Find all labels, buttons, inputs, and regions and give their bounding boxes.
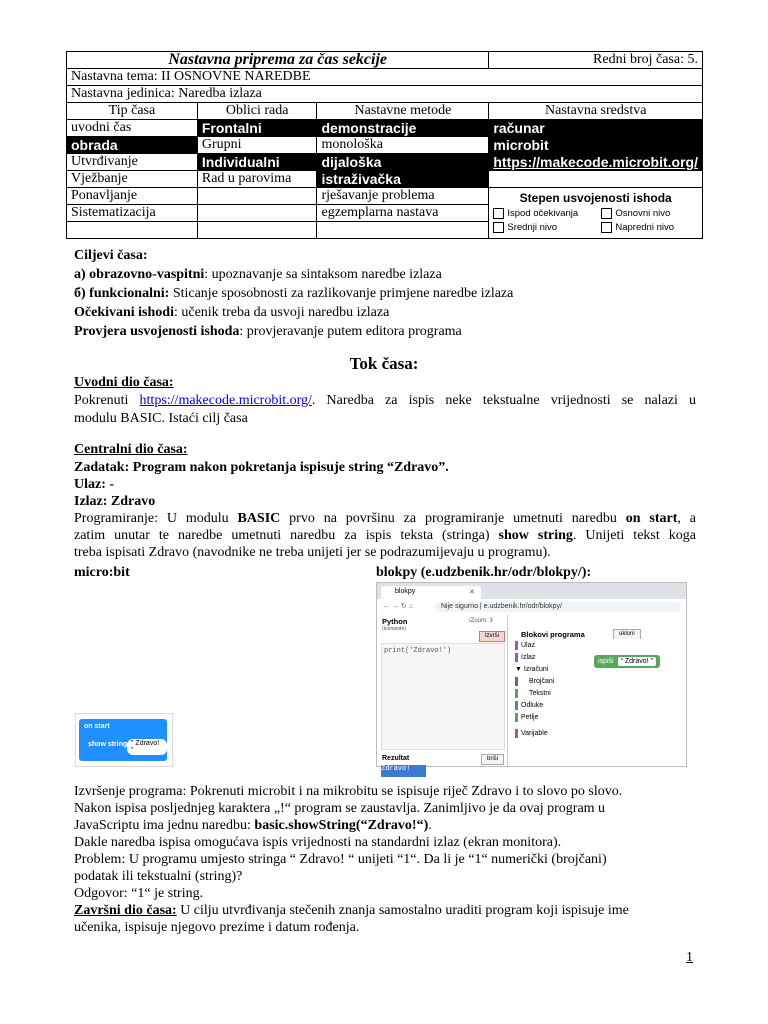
execution-text-2: Nakon ispisa posljednjeg karaktera „!“ program se zaustavlja. Zanimljivo je da ovaj program u — [74, 801, 606, 816]
checkbox-intermediate[interactable] — [493, 222, 504, 233]
table-cell: računar — [489, 120, 703, 137]
programming-text-1: Programiranje: U modulu BASIC prvo na površinu za programiranje umetnuti naredbu on start, a — [74, 511, 696, 526]
central-heading: Centralni dio časa: — [74, 442, 188, 457]
table-cell — [317, 222, 489, 239]
palette-title: Blokovi programa — [521, 630, 585, 639]
microbit-screenshot — [75, 713, 173, 767]
final-part: Završni dio časa: U cilju utvrđivanja stečenih znanja samostalno uraditi program koji ispisuje ime — [74, 903, 629, 918]
browser-tab — [381, 586, 481, 599]
on-start-label: on start — [84, 723, 110, 730]
table-cell: Rad u parovima — [197, 171, 317, 188]
on-start-block — [79, 719, 167, 761]
plan-title: Nastavna priprema za čas sekcije — [67, 52, 489, 69]
clear-button: briši — [481, 754, 504, 765]
table-cell — [197, 205, 317, 222]
category-item: Brojčani — [529, 678, 555, 685]
level-label: Ispod očekivanja — [507, 208, 579, 219]
makecode-url-link[interactable]: https://makecode.microbit.org/ — [139, 393, 312, 408]
goals-heading: Ciljevi časa: — [74, 248, 148, 263]
col-header: Nastavne metode — [317, 103, 489, 120]
blokpy-label: blokpy (e.udzbenik.hr/odr/blokpy/): — [376, 565, 592, 580]
python-label: Python — [382, 617, 408, 626]
show-string-label: show string — [88, 741, 128, 748]
problem-text-2: podatak ili tekstualni (string)? — [74, 869, 243, 884]
table-cell: monološka — [317, 137, 489, 154]
table-cell — [67, 222, 198, 239]
browser-tab-bar — [377, 583, 686, 599]
string-value: " Zdravo! " — [127, 739, 167, 755]
execution-text: Izvršenje programa: Pokrenuti microbit i na mikrobitu se ispisuje riječ Zdravo i to slovo po slovo. — [74, 784, 623, 799]
print-block-label: ispiši — [598, 658, 614, 665]
outcome-check: Provjera usvojenosti ishoda: provjeravanje putem editora programa — [74, 324, 462, 339]
programming-text-2: zatim unutar te naredbe umetnuti naredbu za ispis teksta (stringa) show string. Unijeti tekst koga — [74, 528, 696, 543]
input-text: Ulaz: - — [74, 477, 115, 492]
browser-url-bar — [377, 599, 686, 616]
category-item: Odluke — [521, 702, 544, 709]
table-cell: Individualni — [197, 154, 317, 171]
table-cell: egzemplarna nastava — [317, 205, 489, 222]
table-cell: microbit — [489, 137, 703, 154]
final-part-2: učenika, ispisuje njegovo prezime i datum rođenja. — [74, 920, 360, 935]
col-header: Nastavna sredstva — [489, 103, 703, 120]
table-cell: istraživačka — [317, 171, 489, 188]
checkbox-basic[interactable] — [601, 208, 612, 219]
problem-text: Problem: U programu umjesto stringa “ Zdravo! “ unijeti “1“. Da li je “1“ numerički (brojčani) — [74, 852, 607, 867]
code-editor — [381, 643, 505, 750]
page-number: 1 — [686, 950, 693, 965]
level-label: Srednji nivo — [507, 222, 558, 233]
plan-topic: Nastavna tema: II OSNOVNE NAREDBE — [67, 69, 703, 86]
intro-text: Pokrenuti https://makecode.microbit.org/. Naredba za ispis neke tekstualne vrijednosti se nalazi u — [74, 393, 696, 408]
tab-title: blokpy — [395, 588, 416, 595]
code-panel — [377, 615, 508, 766]
goal-a: a) obrazovno-vaspitni: upoznavanje sa sintaksom naredbe izlaza — [74, 267, 442, 282]
print-block-value: Zdravo! — [624, 658, 649, 665]
table-cell — [197, 188, 317, 205]
expected-outcomes: Očekivani ishodi: učenik treba da usvoji naredbu izlaza — [74, 305, 390, 320]
category-item: ▼ Izračuni — [515, 666, 549, 673]
table-cell — [197, 222, 317, 239]
lesson-plan-table — [66, 51, 703, 239]
table-cell — [489, 171, 703, 188]
plan-unit: Nastavna jedinica: Naredba izlaza — [67, 86, 703, 103]
table-cell: Ponavljanje — [67, 188, 198, 205]
address-field: Nije sigurno | e.udzbenik.hr/odr/blokpy/ — [435, 602, 681, 612]
makecode-link[interactable]: https://makecode.microbit.org/ — [489, 154, 703, 171]
table-cell: Utvrđivanje — [67, 154, 198, 171]
table-cell: Sistematizacija — [67, 205, 198, 222]
result-output: Zdravo! — [381, 765, 426, 777]
summary-text: Dakle naredba ispisa omogućava ispis vrijednosti na standardni izlaz (ekran monitora). — [74, 835, 562, 850]
table-cell: obrada — [67, 137, 198, 154]
close-icon: ✕ — [469, 589, 475, 596]
run-button: Izvrši — [479, 631, 505, 642]
javascript-text: JavaScriptu ima jednu naredbu: basic.showString(“Zdravo!“). — [74, 818, 432, 833]
intro-heading: Uvodni dio časa: — [74, 375, 174, 390]
category-item: Ulaz — [521, 642, 536, 649]
result-label: Rezultat — [382, 755, 410, 762]
remove-button: ukloni — [613, 629, 641, 640]
answer-text: Odgovor: “1“ je string. — [74, 886, 204, 901]
table-cell: dijaloška — [317, 154, 489, 171]
code-line: print('Zdravo!') — [384, 647, 452, 655]
table-cell: Frontalni — [197, 120, 317, 137]
zoom-label: /Zoom: 3 — [469, 618, 493, 624]
category-item: Petlje — [521, 714, 539, 721]
block-workspace — [576, 639, 686, 759]
col-header: Tip časa — [67, 103, 198, 120]
output-text: Izlaz: Zdravo — [74, 494, 156, 509]
category-item: Varijable — [521, 730, 548, 737]
category-list — [515, 639, 572, 749]
intro-text-2: modulu BASIC. Istaći cilj časa — [74, 411, 248, 426]
nav-icons: ← → ↻ ⌂ — [383, 603, 413, 610]
table-cell: uvodni čas — [67, 120, 198, 137]
goal-b: б) funkcionalni: Sticanje sposobnosti za razlikovanje primjene naredbe izlaza — [74, 286, 514, 301]
print-block: ispiši “ Zdravo! ” — [594, 655, 660, 668]
col-header: Oblici rada — [197, 103, 317, 120]
python-sub: (komande) — [382, 626, 406, 632]
outcome-heading: Stepen usvojenosti ishoda — [519, 191, 672, 205]
table-cell: demonstracije — [317, 120, 489, 137]
lesson-number: Redni broj časa: 5. — [489, 52, 703, 69]
blokpy-screenshot — [376, 582, 687, 773]
table-cell: Vježbanje — [67, 171, 198, 188]
table-cell: Grupni — [197, 137, 317, 154]
level-label: Napredni nivo — [615, 222, 674, 233]
flow-title: Tok časa: — [349, 354, 419, 373]
microbit-label: micro:bit — [74, 565, 130, 580]
checkbox-below[interactable] — [493, 208, 504, 219]
programming-text-3: treba ispisati Zdravo (navodnike ne treba unijeti jer se podrazumijevaju u programu). — [74, 545, 551, 560]
level-label: Osnovni nivo — [615, 208, 671, 219]
outcome-cell — [489, 188, 703, 239]
task-text: Zadatak: Program nakon pokretanja ispisuje string “Zdravo”. — [74, 460, 449, 475]
checkbox-advanced[interactable] — [601, 222, 612, 233]
category-item: Izlaz — [521, 654, 536, 661]
category-item: Tekstni — [529, 690, 551, 697]
table-cell: rješavanje problema — [317, 188, 489, 205]
